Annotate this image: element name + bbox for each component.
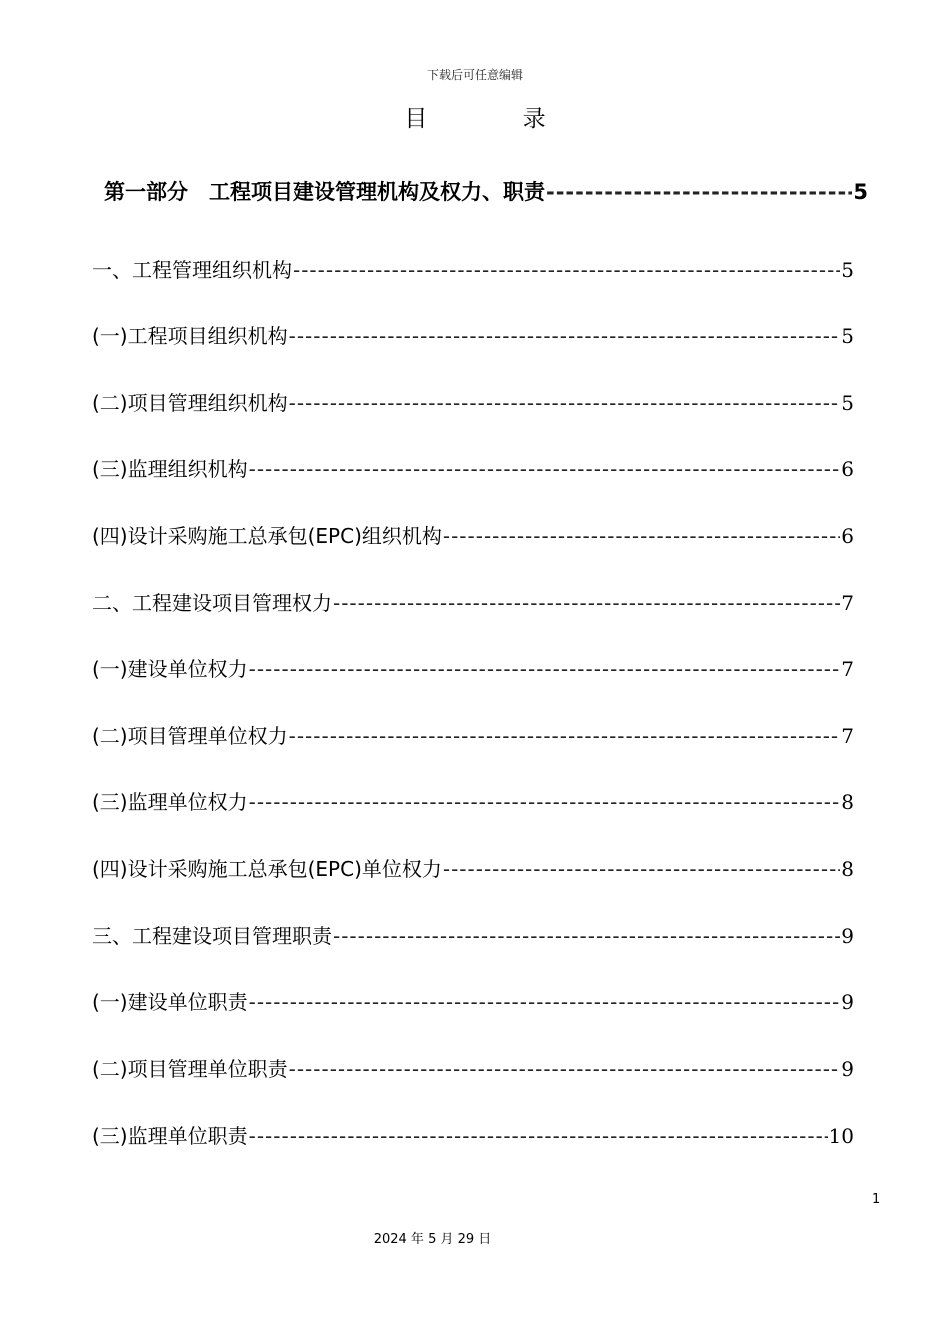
toc-part-entry[interactable] — [104, 176, 868, 210]
header-note: 下载后可任意编辑 — [426, 68, 523, 82]
toc-page-number: 9 — [841, 924, 854, 948]
toc-page-number: 10 — [828, 1124, 854, 1148]
toc-entry-text: 一、工程管理组织机构 — [92, 258, 292, 282]
toc-entry[interactable] — [92, 254, 854, 288]
toc-entry[interactable] — [92, 1120, 854, 1154]
toc-page-number: 7 — [841, 591, 854, 615]
page-number: 1 — [872, 1192, 881, 1207]
toc-page-number: 6 — [841, 524, 854, 548]
toc-entry[interactable] — [92, 720, 854, 754]
toc-leader-dots — [289, 724, 841, 748]
toc-page-number: 8 — [841, 857, 854, 881]
toc-entry[interactable] — [92, 387, 854, 421]
toc-page-number: 5 — [841, 324, 854, 348]
toc-entry[interactable] — [92, 653, 854, 687]
toc-leader-dots — [333, 924, 840, 948]
toc-entry[interactable] — [92, 1053, 854, 1087]
toc-entry-text: 二、工程建设项目管理权力 — [92, 591, 332, 615]
toc-entry[interactable] — [92, 587, 854, 621]
toc-page-number: 5 — [841, 258, 854, 282]
toc-leader-dots — [249, 990, 841, 1014]
toc-entry-text: (三)监理组织机构 — [92, 457, 248, 481]
toc-entry-text: (二)项目管理单位权力 — [92, 724, 288, 748]
toc-leader-dots — [289, 324, 841, 348]
toc-entry-text: (二)项目管理组织机构 — [92, 391, 288, 415]
footer-date: 2024 年 5 月 29 日 — [373, 1232, 492, 1247]
toc-page-number: 6 — [841, 457, 854, 481]
toc-leader-dots — [443, 857, 840, 881]
toc-page-number: 7 — [841, 657, 854, 681]
toc-entry[interactable] — [92, 453, 854, 487]
toc-entry-text: (四)设计采购施工总承包(EPC)单位权力 — [92, 857, 442, 881]
toc-entry-text: (三)监理单位权力 — [92, 790, 248, 814]
toc-entry[interactable] — [92, 520, 854, 554]
toc-entry-text: (一)建设单位权力 — [92, 657, 248, 681]
toc-entry[interactable] — [92, 986, 854, 1020]
toc-leader-dots — [289, 1057, 841, 1081]
toc-entry[interactable] — [92, 853, 854, 887]
toc-entry[interactable] — [92, 320, 854, 354]
toc-page-number: 5 — [841, 391, 854, 415]
toc-entry-text: (三)监理单位职责 — [92, 1124, 248, 1148]
toc-leader-dots — [249, 657, 841, 681]
toc-title: 目 录 — [404, 106, 590, 132]
toc-leader-dots — [443, 524, 840, 548]
toc-page-number: 9 — [841, 1057, 854, 1081]
toc-entry-text: 第一部分 工程项目建设管理机构及权力、职责 — [104, 180, 545, 204]
toc-leader-dots — [249, 1124, 828, 1148]
toc-entry-text: (一)建设单位职责 — [92, 990, 248, 1014]
toc-page-number: 9 — [841, 990, 854, 1014]
toc-leader-dots — [333, 591, 840, 615]
toc-entry-text: (二)项目管理单位职责 — [92, 1057, 288, 1081]
toc-entry-text: 三、工程建设项目管理职责 — [92, 924, 332, 948]
toc-page-number: 8 — [841, 790, 854, 814]
toc-leader-dots — [249, 790, 841, 814]
toc-leader-dots — [293, 258, 840, 282]
toc-entry[interactable] — [92, 786, 854, 820]
toc-page-number: 5 — [853, 180, 868, 204]
toc-entry-text: (一)工程项目组织机构 — [92, 324, 288, 348]
toc-entry[interactable] — [92, 920, 854, 954]
toc-leader-dots — [289, 391, 841, 415]
toc-leader-dots — [249, 457, 841, 481]
toc-leader-dots — [546, 180, 852, 204]
toc-entry-text: (四)设计采购施工总承包(EPC)组织机构 — [92, 524, 442, 548]
toc-page-number: 7 — [841, 724, 854, 748]
